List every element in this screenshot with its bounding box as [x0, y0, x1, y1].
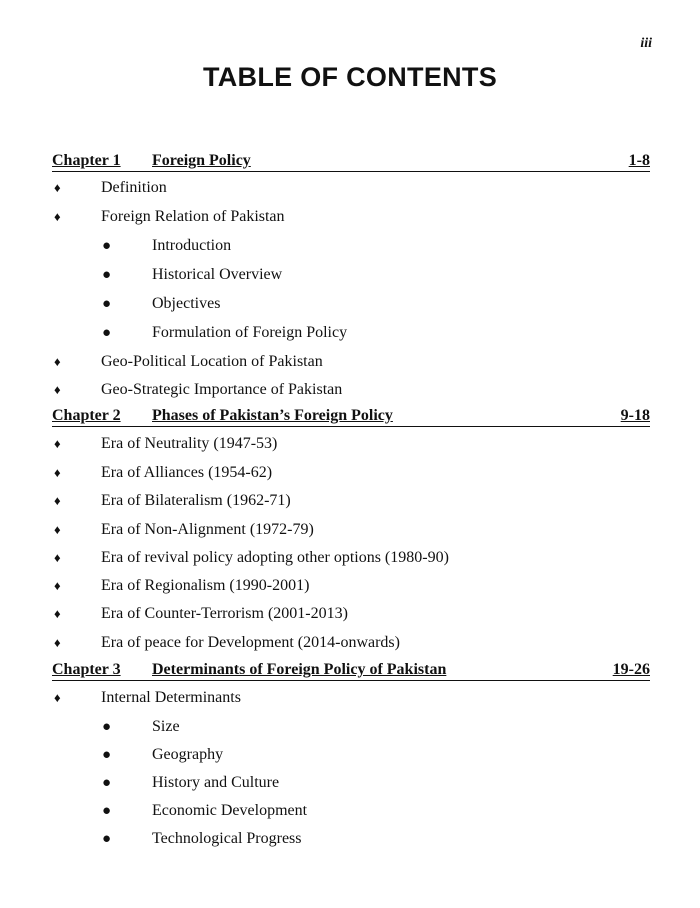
entry-text: Technological Progress — [152, 830, 302, 847]
dot-bullet-icon: ● — [102, 267, 112, 283]
diamond-bullet-icon: ♦ — [54, 382, 61, 397]
chapter-pages: 9-18 — [620, 407, 650, 424]
entry-text: Definition — [101, 179, 167, 196]
chapter-pages: 1-8 — [628, 152, 650, 169]
dot-bullet-icon: ● — [102, 719, 112, 735]
entry-text: Era of Alliances (1954-62) — [101, 464, 273, 481]
chapter-heading-1 — [52, 150, 650, 172]
dot-bullet-icon: ● — [102, 831, 112, 847]
entry-text: Economic Development — [152, 802, 308, 819]
page-number: iii — [640, 36, 652, 51]
chapter-title: Determinants of Foreign Policy of Pakistan — [152, 661, 447, 678]
chapter-label: Chapter 2 — [52, 407, 121, 424]
dot-bullet-icon: ● — [102, 747, 112, 763]
diamond-bullet-icon: ♦ — [54, 635, 61, 650]
entry-text: Geography — [152, 746, 224, 763]
diamond-bullet-icon: ♦ — [54, 550, 61, 565]
entry-text: Internal Determinants — [101, 689, 241, 706]
entry-text: Geo-Political Location of Pakistan — [101, 353, 323, 370]
diamond-bullet-icon: ♦ — [54, 606, 61, 621]
entry-text: Formulation of Foreign Policy — [152, 324, 348, 341]
dot-bullet-icon: ● — [102, 775, 112, 791]
entry-text: Historical Overview — [152, 266, 283, 283]
page-title: TABLE OF CONTENTS — [202, 62, 498, 92]
chapter-pages: 19-26 — [612, 661, 650, 678]
diamond-bullet-icon: ♦ — [54, 436, 61, 451]
diamond-bullet-icon: ♦ — [54, 465, 61, 480]
entry-text: Era of Counter-Terrorism (2001-2013) — [101, 605, 348, 622]
entry-text: Era of peace for Development (2014-onwards) — [101, 634, 400, 651]
chapter-label: Chapter 3 — [52, 661, 121, 678]
diamond-bullet-icon: ♦ — [54, 522, 61, 537]
diamond-bullet-icon: ♦ — [54, 180, 61, 195]
chapter-label: Chapter 1 — [52, 152, 121, 169]
entry-text: Era of Bilateralism (1962-71) — [101, 492, 291, 509]
diamond-bullet-icon: ♦ — [54, 690, 61, 705]
chapter-title: Phases of Pakistan’s Foreign Policy — [152, 407, 393, 424]
diamond-bullet-icon: ♦ — [54, 354, 61, 369]
entry-text: History and Culture — [152, 774, 280, 791]
dot-bullet-icon: ● — [102, 296, 112, 312]
dot-bullet-icon: ● — [102, 238, 112, 254]
entry-text: Era of Regionalism (1990-2001) — [101, 577, 310, 594]
entry-text: Era of Neutrality (1947-53) — [101, 435, 278, 452]
chapter-heading-3 — [52, 659, 650, 681]
diamond-bullet-icon: ♦ — [54, 493, 61, 508]
diamond-bullet-icon: ♦ — [54, 578, 61, 593]
entry-text: Geo-Strategic Importance of Pakistan — [101, 381, 343, 398]
entry-text: Era of Non-Alignment (1972-79) — [101, 521, 314, 538]
entry-text: Size — [152, 718, 180, 735]
diamond-bullet-icon: ♦ — [54, 209, 61, 224]
entry-text: Foreign Relation of Pakistan — [101, 208, 285, 225]
chapter-heading-2 — [52, 405, 650, 427]
entry-text: Objectives — [152, 295, 221, 312]
dot-bullet-icon: ● — [102, 325, 112, 341]
entry-text: Introduction — [152, 237, 232, 254]
dot-bullet-icon: ● — [102, 803, 112, 819]
entry-text: Era of revival policy adopting other options (1980-90) — [101, 549, 449, 566]
chapter-title: Foreign Policy — [152, 152, 251, 169]
